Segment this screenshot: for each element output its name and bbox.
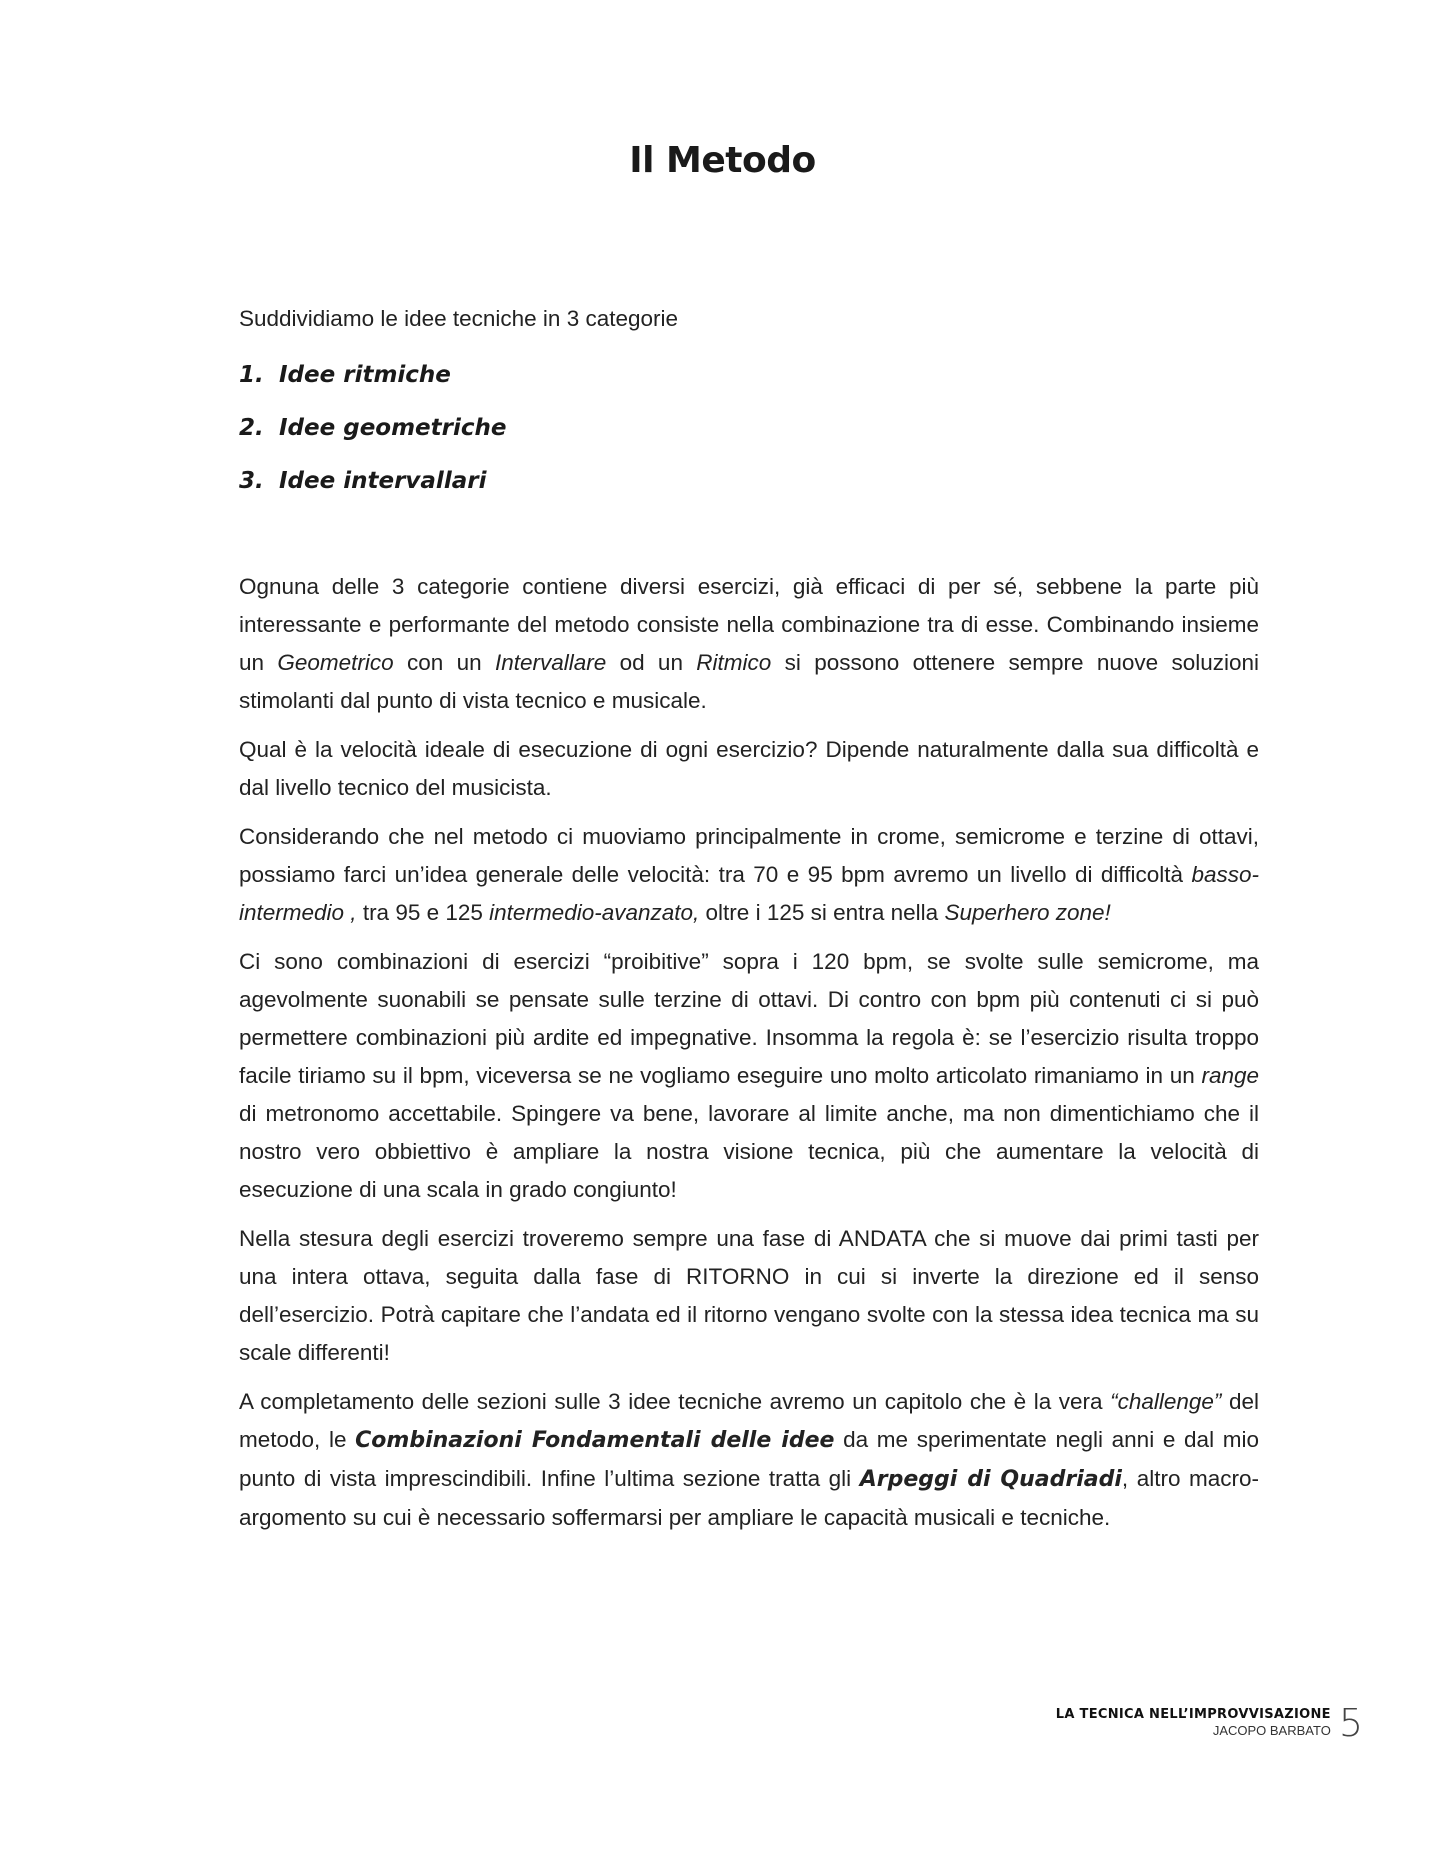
paragraph-speed-question: Qual è la velocità ideale di esecuzione di ogni esercizio? Dipende naturalmente dalla sua difficoltà e dal livello tecnico del musicista.	[239, 737, 1259, 800]
category-list	[239, 349, 1259, 508]
intro-text: Suddividiamo le idee tecniche in 3 categorie	[239, 306, 679, 331]
list-item: 2. Idee geometriche	[239, 415, 507, 441]
page-body	[239, 300, 1259, 1548]
paragraph-combinations-bpm: Ci sono combinazioni di esercizi “proibitive” sopra i 120 bpm, se svolte sulle semicrome, ma agevolmente suonabili se pensate sulle terzine di ottavi. Di contro con bpm più contenuti ci si può permettere combinazioni più ardite ed impegnative. Insomma la regola è: se l’esercizio risulta troppo facile tiriamo su il bpm, viceversa se ne vogliamo eseguire uno molto articolato rimaniamo in un range di metronomo accettabile. Spingere va bene, lavorare al limite anche, ma non dimentichiamo che il nostro vero obbiettivo è ampliare la nostra visione tecnica, più che aumentare la velocità di esecuzione di una scala in grado congiunto!	[239, 949, 1259, 1202]
paragraph-andata-ritorno: Nella stesura degli esercizi troveremo sempre una fase di ANDATA che si muove dai primi tasti per una intera ottava, seguita dalla fase di RITORNO in cui si inverte la direzione ed il senso dell’esercizio. Potrà capitare che l’andata ed il ritorno vengano svolte con la stessa idea tecnica ma su scale differenti!	[239, 1226, 1259, 1365]
book-title: LA TECNICA NELL’IMPROVVISAZIONE	[1055, 1707, 1331, 1722]
paragraph-challenge: A completamento delle sezioni sulle 3 idee tecniche avremo un capitolo che è la vera “challenge” del metodo, le Combinazioni Fondamentali delle idee da me sperimentate negli anni e dal mio punto di vista imprescindibili. Infine l’ultima sezione tratta gli Arpeggi di Quadriadi, altro macro-argomento su cui è necessario soffermarsi per ampliare le capacità musicali e tecniche.	[239, 1389, 1260, 1530]
page-footer	[1056, 1697, 1363, 1749]
paragraph-combinations: Ognuna delle 3 categorie contiene diversi esercizi, già efficaci di per sé, sebbene la parte più interessante e performante del metodo consiste nella combinazione tra di esse. Combinando insieme un Geometrico con un Intervallare od un Ritmico si possono ottenere sempre nuove soluzioni stimolanti dal punto di vista tecnico e musicale.	[239, 574, 1260, 713]
list-item: 1. Idee ritmiche	[239, 362, 451, 388]
paragraph-bpm-levels: Considerando che nel metodo ci muoviamo principalmente in crome, semicrome e terzine di ottavi, possiamo farci un’idea generale delle velocità: tra 70 e 95 bpm avremo un livello di difficoltà basso-intermedio , tra 95 e 125 intermedio-avanzato, oltre i 125 si entra nella Superhero zone!	[239, 824, 1259, 925]
author-name: JACOPO BARBATO	[1212, 1723, 1331, 1738]
page-title: Il Metodo	[629, 140, 816, 181]
list-item: 3. Idee intervallari	[239, 468, 487, 494]
page-number: 5	[1338, 1701, 1363, 1745]
